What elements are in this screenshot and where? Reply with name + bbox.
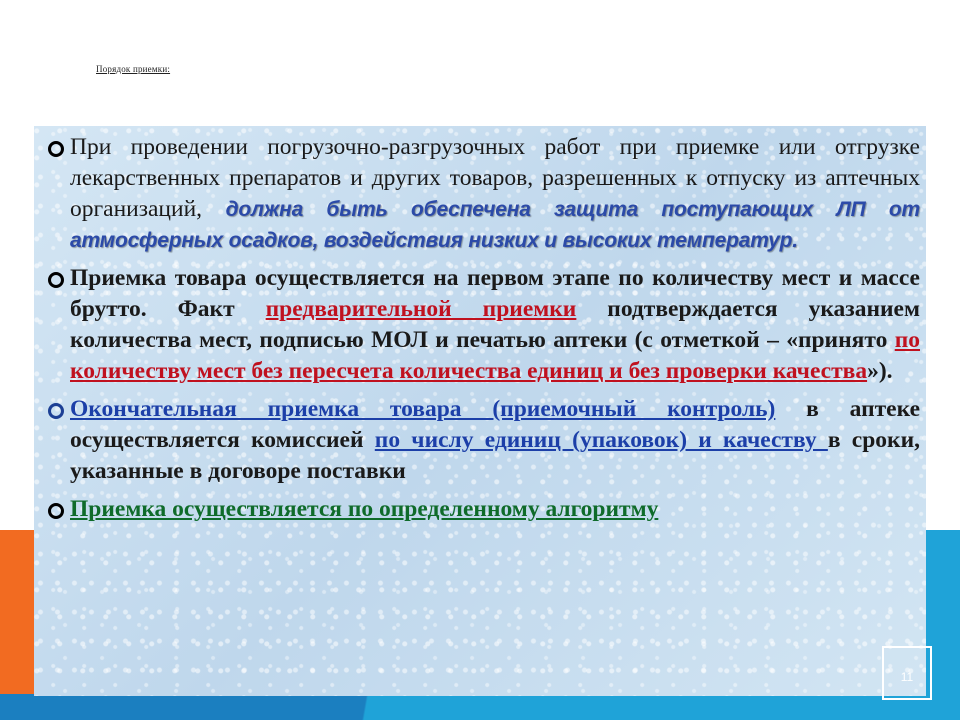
bullet-text: подтверждается указанием количества мест, подписью МОЛ и печатью аптеки (с отметкой – «принято bbox=[70, 296, 920, 353]
ring-bullet-icon bbox=[48, 403, 64, 419]
bullet-text: в сроки, указанные в договоре поставки bbox=[70, 427, 920, 484]
bullet-text: При проведении погрузочно-разгрузочных работ при приемке или отгрузке лекарственных препаратов и других товаров, разрешенных к отпуску из аптечных организаций, bbox=[70, 134, 920, 222]
link-units-and-quality[interactable]: по числу единиц (упаковок) и качеству bbox=[374, 427, 828, 453]
bullet-list bbox=[48, 132, 920, 532]
ring-bullet-icon bbox=[48, 503, 64, 519]
bullet-item-loading bbox=[48, 132, 920, 256]
orange-accent-bar bbox=[0, 530, 34, 720]
link-count-without-recount[interactable]: по количеству мест без пересчета количества единиц и без проверки качества bbox=[70, 327, 920, 384]
bullet-item-final bbox=[48, 394, 920, 487]
bullet-emphasis: должна быть обеспечена защита поступающих ЛП от атмосферных осадков, воздействия низких и высоких температур. bbox=[70, 198, 921, 252]
page-number: 11 bbox=[900, 670, 914, 684]
slide-title: Порядок приемки: bbox=[96, 64, 171, 74]
ring-bullet-icon bbox=[48, 272, 64, 288]
link-final-acceptance[interactable]: Окончательная приемка товара (приемочный контроль) bbox=[70, 396, 776, 422]
ring-bullet-icon bbox=[48, 141, 64, 157]
page-number-box bbox=[882, 646, 932, 700]
link-acceptance-algorithm[interactable]: Приемка осуществляется по определенному алгоритму bbox=[70, 496, 659, 522]
bottom-accent-band bbox=[0, 694, 960, 720]
bullet-text: Приемка товара осуществляется на первом этапе по количеству мест и массе брутто. Факт bbox=[70, 265, 920, 322]
bullet-item-preliminary bbox=[48, 263, 920, 387]
link-preliminary-acceptance[interactable]: предварительной приемки bbox=[265, 296, 577, 322]
bullet-item-algorithm bbox=[48, 494, 920, 525]
bullet-text: в аптеке осуществляется комиссией bbox=[70, 396, 920, 453]
bullet-text: »). bbox=[867, 358, 893, 384]
